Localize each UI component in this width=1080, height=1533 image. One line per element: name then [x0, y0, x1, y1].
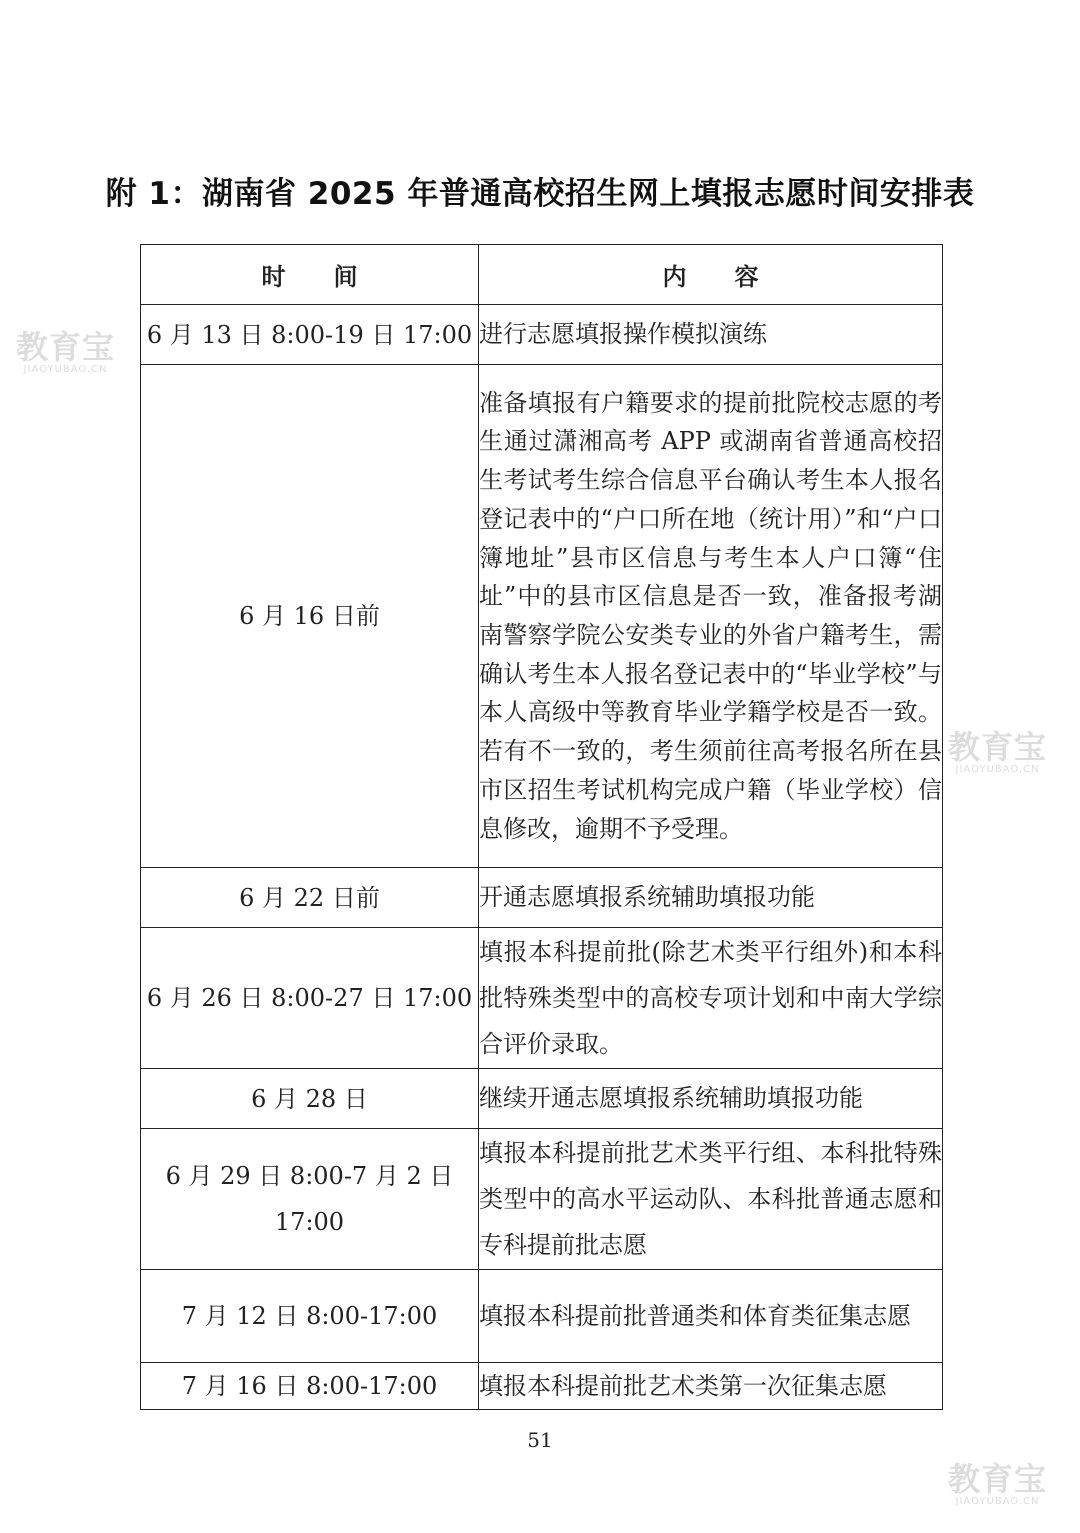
header-time: 时间 [141, 245, 479, 305]
row-content: 填报本科提前批普通类和体育类征集志愿 [479, 1270, 943, 1363]
row-content: 开通志愿填报系统辅助填报功能 [479, 868, 943, 928]
table-row [141, 1363, 943, 1410]
row-time: 6 月 13 日 8:00-19 日 17:00 [141, 305, 479, 365]
row-content: 填报本科提前批(除艺术类平行组外)和本科批特殊类型中的高校专项计划和中南大学综合评价录取。 [479, 928, 943, 1069]
watermark-text: 教育宝 [16, 328, 116, 366]
table-row [141, 1129, 943, 1270]
watermark-text: 教育宝 [948, 728, 1048, 766]
row-time: 7 月 12 日 8:00-17:00 [141, 1270, 479, 1363]
watermark-url: JIAOYUBAO.CN [955, 764, 1040, 775]
table-row [141, 365, 943, 868]
table-header-row [141, 245, 943, 305]
table-row [141, 928, 943, 1069]
row-content: 进行志愿填报操作模拟演练 [479, 305, 943, 365]
table-row [141, 1069, 943, 1129]
watermark-logo [948, 730, 1047, 776]
watermark-text: 教育宝 [948, 1460, 1048, 1498]
row-time: 6 月 16 日前 [141, 365, 479, 868]
row-content: 继续开通志愿填报系统辅助填报功能 [479, 1069, 943, 1129]
row-time: 6 月 29 日 8:00-7 月 2 日 17:00 [141, 1129, 479, 1270]
table-row [141, 305, 943, 365]
watermark-url: JIAOYUBAO.CN [23, 364, 108, 375]
row-time: 7 月 16 日 8:00-17:00 [141, 1363, 479, 1410]
watermark-logo [948, 1462, 1047, 1508]
row-time: 6 月 28 日 [141, 1069, 479, 1129]
watermark-url: JIAOYUBAO.CN [955, 1496, 1040, 1507]
row-time: 6 月 26 日 8:00-27 日 17:00 [141, 928, 479, 1069]
schedule-table [140, 244, 943, 1410]
row-content: 填报本科提前批艺术类平行组、本科批特殊类型中的高水平运动队、本科批普通志愿和专科提前批志愿 [479, 1129, 943, 1270]
header-content: 内容 [479, 245, 943, 305]
row-content: 填报本科提前批艺术类第一次征集志愿 [479, 1363, 943, 1410]
table-row [141, 1270, 943, 1363]
table-row [141, 868, 943, 928]
document-title: 附 1：湖南省 2025 年普通高校招生网上填报志愿时间安排表 [105, 176, 975, 212]
row-content: 准备填报有户籍要求的提前批院校志愿的考生通过潇湘高考 APP 或湖南省普通高校招生考试考生综合信息平台确认考生本人报名登记表中的“户口所在地（统计用）”和“户口簿地址”县市区信息与考生本人户口簿“住址”中的县市区信息是否一致，准备报考湖南警察学院公安类专业的外省户籍考生，需确认考生本人报名登记表中的“毕业学校”与本人高级中等教育毕业学籍学校是否一致。若有不一致的，考生须前往高考报名所在县市区招生考试机构完成户籍（毕业学校）信息修改，逾期不予受理。 [479, 365, 943, 868]
watermark-logo [16, 330, 115, 376]
page-number: 51 [527, 1428, 553, 1452]
row-time: 6 月 22 日前 [141, 868, 479, 928]
